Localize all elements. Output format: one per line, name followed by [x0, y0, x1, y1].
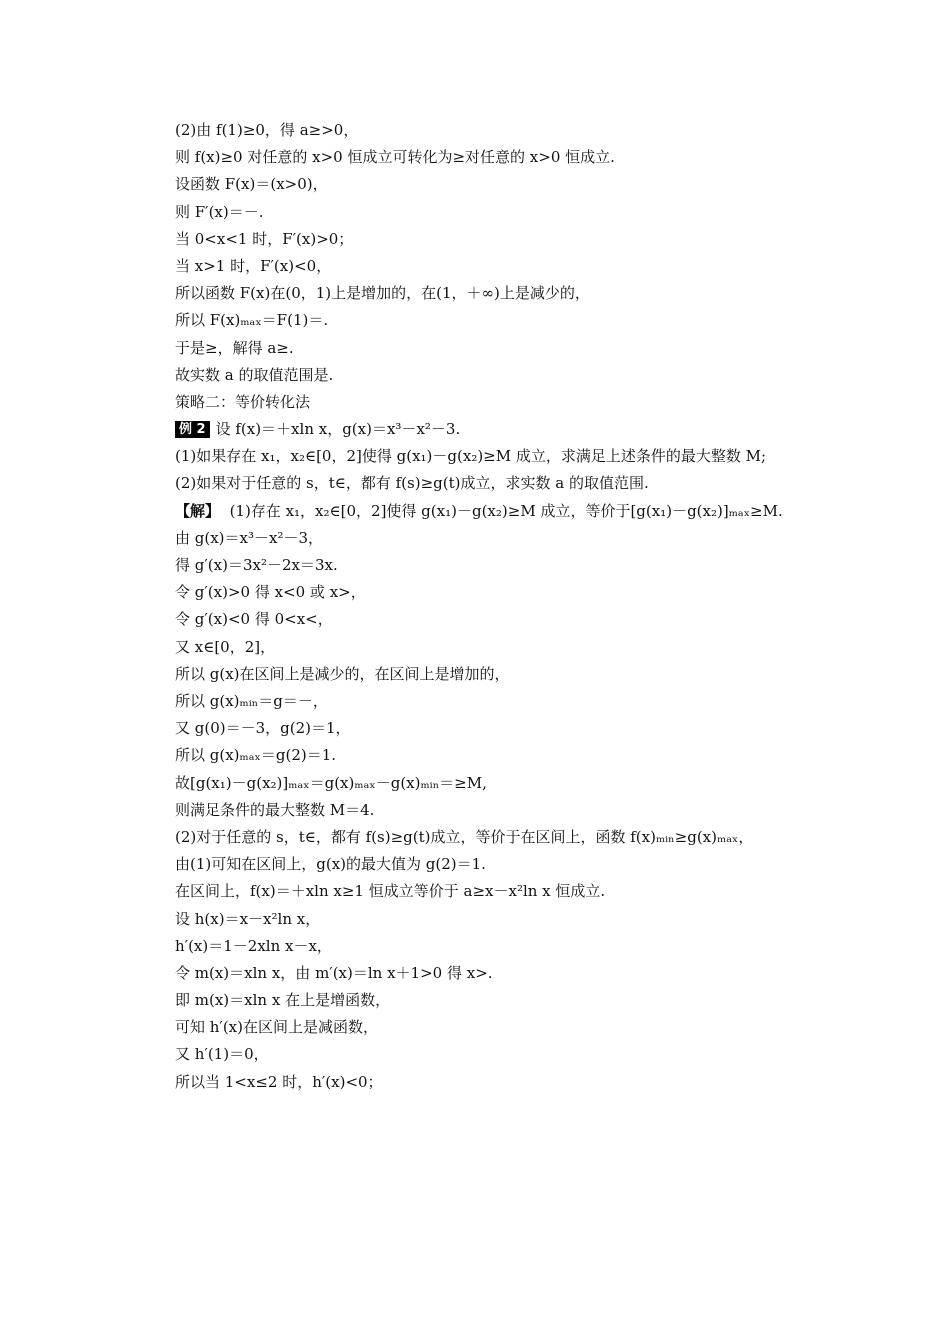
section-strategy-one: [146, 117, 810, 416]
text-line: 可知 h′(x)在区间上是减函数，: [175, 1018, 378, 1037]
text-line: 所以函数 F(x)在(0，1)上是增加的，在(1，＋∞)上是减少的，: [175, 284, 590, 303]
text-line: 又 x∈[0，2]，: [175, 637, 276, 656]
solution-first-text: (1)存在 x₁，x₂∈[0，2]使得 g(x₁)－g(x₂)≥M 成立，等价于[g(x₁)－g(x₂)]ₘₐₓ≥M.: [229, 501, 783, 520]
text-line: 令 m(x)＝xln x，由 m′(x)＝ln x＋1>0 得 x>.: [175, 963, 493, 982]
question-one: (1)如果存在 x₁，x₂∈[0，2]使得 g(x₁)－g(x₂)≥M 成立，求满足上述条件的最大整数 M;: [175, 447, 767, 466]
text-line: 即 m(x)＝xln x 在上是增函数，: [175, 991, 391, 1010]
solution-label: 【解】: [175, 501, 221, 520]
section-part-two-solution: [146, 851, 810, 1096]
text-line: 所以 g(x)ₘᵢₙ＝g＝－，: [175, 691, 328, 710]
text-line: 所以 g(x)在区间上是减少的，在区间上是增加的，: [175, 664, 510, 683]
text-line: 设函数 F(x)＝(x>0)，: [175, 175, 328, 194]
text-line: 令 g′(x)>0 得 x<0 或 x>，: [175, 583, 366, 602]
solution-first: [146, 498, 810, 525]
part-two-intro: (2)对于任意的 s，t∈，都有 f(s)≥g(t)成立，等价于在区间上，函数 f(x)ₘᵢₙ≥g(x)ₘₐₓ，: [175, 827, 754, 846]
text-line: h′(x)＝1－2xln x－x，: [175, 936, 332, 955]
text-line: 又 h′(1)＝0，: [175, 1045, 269, 1064]
text-line: 所以当 1<x≤2 时，h′(x)<0；: [175, 1072, 383, 1091]
text-line: 由 g(x)＝x³－x²－3，: [175, 528, 324, 547]
text-line: 故[g(x₁)－g(x₂)]ₘₐₓ＝g(x)ₘₐₓ－g(x)ₘᵢₙ＝≥M,: [175, 773, 487, 792]
text-line: 令 g′(x)<0 得 0<x<，: [175, 610, 333, 629]
text-line: (2)由 f(1)≥0，得 a≥>0，: [175, 121, 359, 139]
text-line: 设 h(x)＝x－x²ln x，: [175, 909, 321, 928]
section-part-one-solution: [146, 525, 810, 824]
text-line: 则满足条件的最大整数 M＝4.: [175, 800, 375, 819]
text-line: 于是≥，解得 a≥.: [175, 338, 294, 357]
example-line: [146, 416, 810, 443]
text-line: 故实数 a 的取值范围是.: [175, 365, 334, 384]
strategy-two-heading: 策略二：等价转化法: [175, 392, 311, 411]
text-line: 则 F′(x)＝－.: [175, 202, 264, 221]
text-line: 则 f(x)≥0 对任意的 x>0 恒成立可转化为≥对任意的 x>0 恒成立.: [175, 148, 615, 167]
text-line: 所以 g(x)ₘₐₓ＝g(2)＝1.: [175, 746, 337, 765]
text-line: 当 x>1 时，F′(x)<0，: [175, 256, 332, 275]
text-line: 所以 F(x)ₘₐₓ＝F(1)＝.: [175, 311, 329, 330]
text-line: 又 g(0)＝－3，g(2)＝1，: [175, 719, 351, 738]
example-badge: 例 2: [175, 421, 210, 438]
example-statement: 设 f(x)＝＋xln x，g(x)＝x³－x²－3.: [215, 420, 461, 439]
text-line: 得 g′(x)＝3x²－2x＝3x.: [175, 556, 338, 575]
text-line: 由(1)可知在区间上，g(x)的最大值为 g(2)＝1.: [175, 855, 486, 874]
text-line: 在区间上，f(x)＝＋xln x≥1 恒成立等价于 a≥x－x²ln x 恒成立.: [175, 882, 606, 901]
question-two: (2)如果对于任意的 s，t∈，都有 f(s)≥g(t)成立，求实数 a 的取值范围.: [175, 474, 649, 493]
document-page: [146, 117, 810, 1096]
text-line: 当 0<x<1 时，F′(x)>0；: [175, 229, 354, 248]
